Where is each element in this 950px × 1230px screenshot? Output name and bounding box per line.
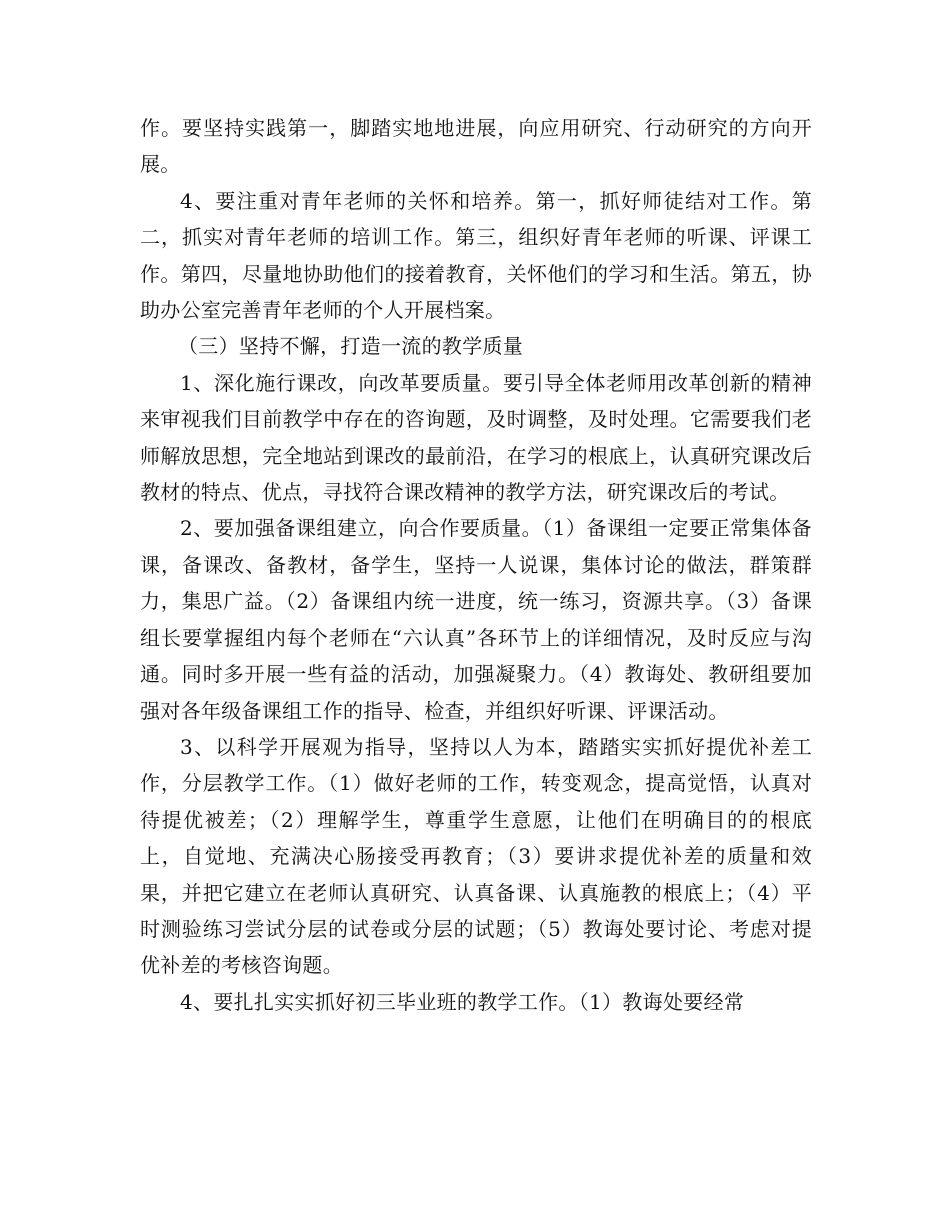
paragraph-continuation: 作。要坚持实践第一，脚踏实地地进展，向应用研究、行动研究的方向开展。 bbox=[140, 116, 812, 177]
paragraph-curriculum-reform: 1、深化施行课改，向改革要质量。要引导全体老师用改革创新的精神来审视我们目前教学中存在的咨询题，及时调整，及时处理。它需要我们老师解放思想，完全地站到课改的最前沿，在学习的根底上，认真研究课改后教材的特点、优点，寻找符合课改精神的教学方法，研究课改后的考试。 bbox=[140, 370, 812, 505]
document-body bbox=[140, 110, 812, 1020]
paragraph-young-teachers: 4、要注重对青年老师的关怀和培养。第一，抓好师徒结对工作。第二，抓实对青年老师的培训工作。第三，组织好青年老师的听课、评课工作。第四，尽量地协助他们的接着教育，关怀他们的学习和生活。第五，协助办公室完善青年老师的个人开展档案。 bbox=[140, 188, 812, 323]
section-heading-teaching-quality: （三）坚持不懈，打造一流的教学质量 bbox=[178, 334, 524, 359]
paragraph-tiered-teaching: 3、以科学开展观为指导，坚持以人为本，踏踏实实抓好提优补差工作，分层教学工作。（1）做好老师的工作，转变观念，提高觉悟，认真对待提优被差；（2）理解学生，尊重学生意愿，让他们在明确目的的根底上，自觉地、充满决心肠接受再教育；（3）要讲求提优补差的质量和效果，并把它建立在老师认真研究、认真备课、认真施教的根底上；（4）平时测验练习尝试分层的试卷或分层的试题；（5）教诲处要讨论、考虑对提优补差的考核咨询题。 bbox=[140, 734, 812, 978]
paragraph-lesson-prep-groups: 2、要加强备课组建立，向合作要质量。（1）备课组一定要正常集体备课，备课改、备教材，备学生，坚持一人说课，集体讨论的做法，群策群力，集思广益。（2）备课组内统一进度，统一练习，资源共享。（3）备课组长要掌握组内每个老师在“六认真”各环节上的详细情况，及时反应与沟通。同时多开展一些有益的活动，加强凝聚力。（4）教诲处、教研组要加强对各年级备课组工作的指导、检查，并组织好听课、评课活动。 bbox=[140, 516, 812, 723]
paragraph-graduating-class: 4、要扎扎实实抓好初三毕业班的教学工作。（1）教诲处要经常 bbox=[180, 989, 745, 1014]
